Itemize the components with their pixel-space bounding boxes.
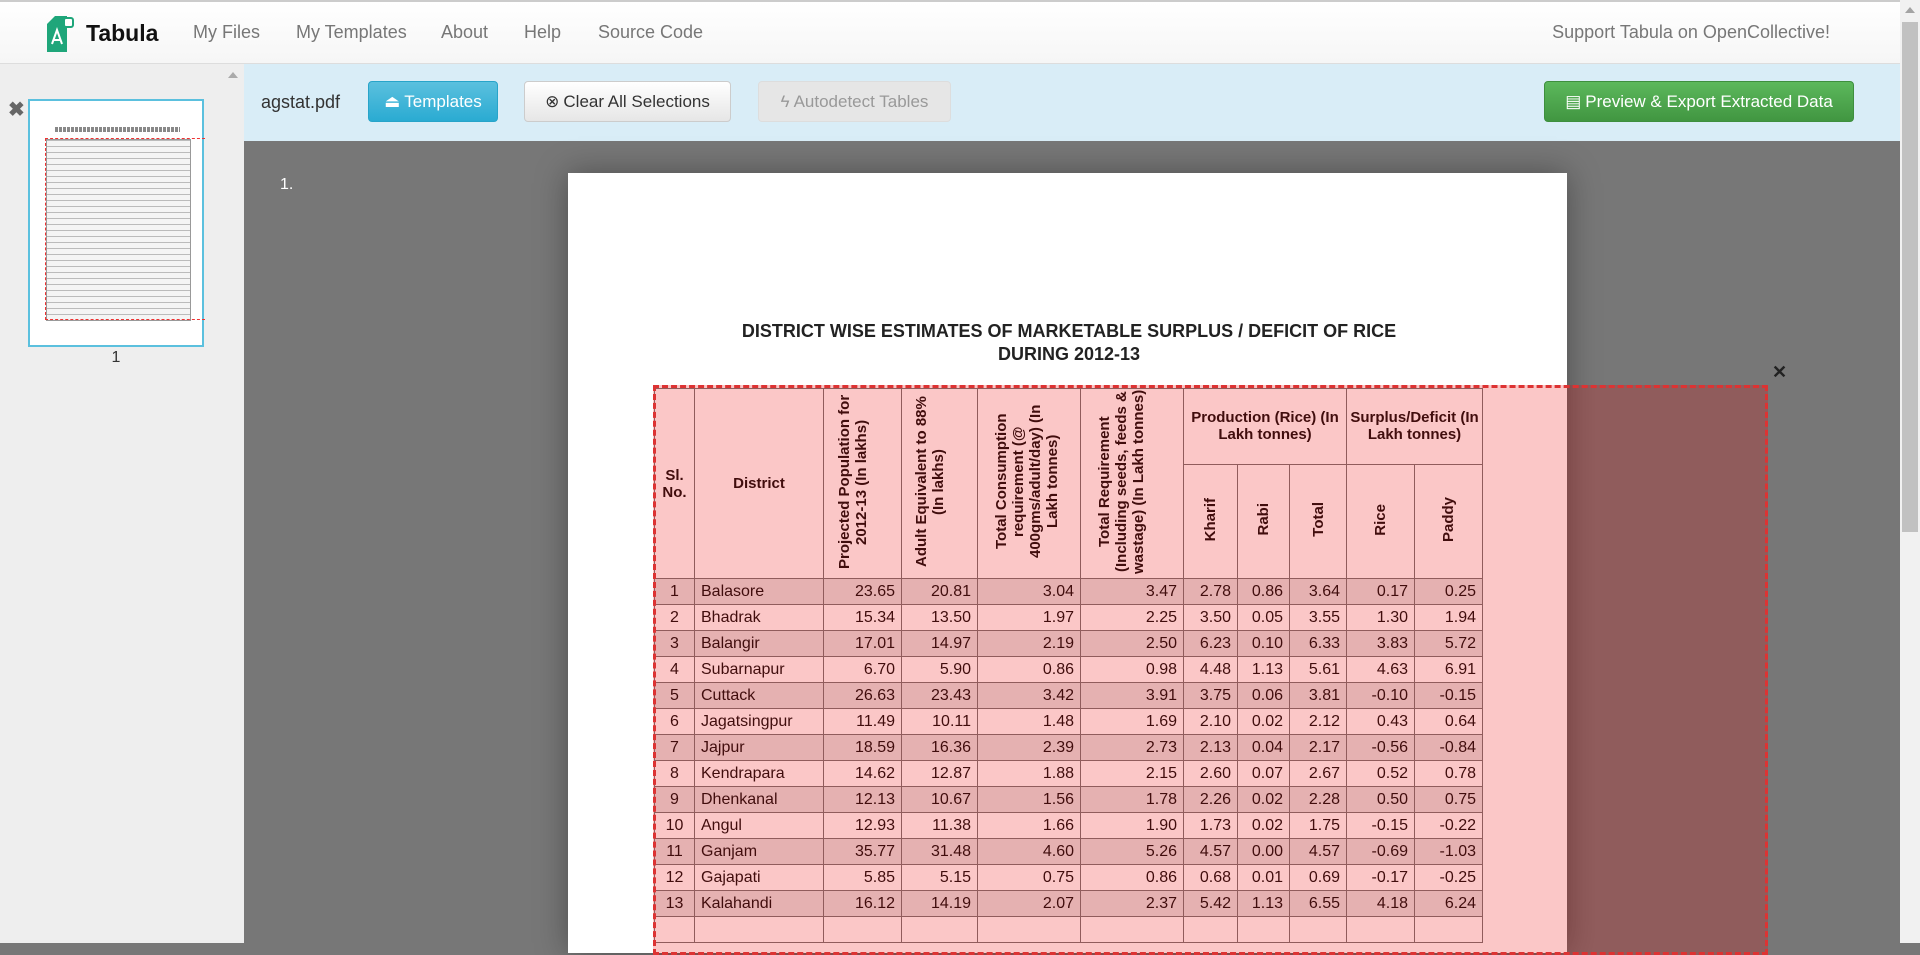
table-cell: -0.25 — [1415, 865, 1483, 891]
table-cell: -1.03 — [1415, 839, 1483, 865]
table-cell: Cuttack — [695, 683, 824, 709]
table-cell: 3.47 — [1081, 579, 1184, 605]
table-cell: 6.91 — [1415, 657, 1483, 683]
templates-label: Templates — [404, 91, 482, 111]
nav-source-code[interactable]: Source Code — [598, 22, 704, 42]
table-cell: 16.12 — [824, 891, 902, 917]
table-cell: -0.22 — [1415, 813, 1483, 839]
table-cell: 1.56 — [978, 787, 1081, 813]
table-cell: 0.52 — [1347, 761, 1415, 787]
table-cell: 1.90 — [1081, 813, 1184, 839]
table-cell: 3.91 — [1081, 683, 1184, 709]
header-production: Production (Rice) (In Lakh tonnes) — [1184, 389, 1347, 465]
table-cell: 0.86 — [978, 657, 1081, 683]
table-cell: 2.37 — [1081, 891, 1184, 917]
templates-icon: ⏏ — [384, 91, 401, 111]
nav-help[interactable]: Help — [524, 22, 562, 42]
table-cell: 2.67 — [1290, 761, 1347, 787]
table-cell: 5.72 — [1415, 631, 1483, 657]
table-cell: 2.25 — [1081, 605, 1184, 631]
table-cell: 12.13 — [824, 787, 902, 813]
table-cell: Jagatsingpur — [695, 709, 824, 735]
table-cell: Kendrapara — [695, 761, 824, 787]
table-cell: 12 — [655, 865, 695, 891]
table-selection-area[interactable] — [653, 385, 1768, 955]
table-cell: 2.73 — [1081, 735, 1184, 761]
table-cell: 4.57 — [1184, 839, 1238, 865]
thumbnail-page-label: 1 — [111, 349, 121, 366]
table-cell: 6.23 — [1184, 631, 1238, 657]
table-cell: Bhadrak — [695, 605, 824, 631]
table-cell: Jajpur — [695, 735, 824, 761]
nav-my-templates[interactable]: My Templates — [296, 22, 407, 42]
table-cell: 17.01 — [824, 631, 902, 657]
filename: agstat.pdf — [261, 92, 341, 112]
thumbnail-selection — [45, 138, 205, 320]
table-cell: 0.01 — [1238, 865, 1290, 891]
table-cell: 1.73 — [1184, 813, 1238, 839]
table-cell: 2.19 — [978, 631, 1081, 657]
table-cell: 2.50 — [1081, 631, 1184, 657]
brand-name[interactable]: Tabula — [86, 20, 159, 46]
table-cell: 0.43 — [1347, 709, 1415, 735]
clear-all-selections-button[interactable] — [524, 81, 731, 122]
table-cell: 14.97 — [902, 631, 978, 657]
table-cell: 0.75 — [1415, 787, 1483, 813]
table-cell: 2.17 — [1290, 735, 1347, 761]
nav-my-files[interactable]: My Files — [193, 22, 260, 42]
preview-export-button[interactable] — [1544, 81, 1854, 122]
header-requirement: Total Requirement (Including seeds, feeds & wastage) (In Lakh tonnes) — [1081, 389, 1184, 579]
table-cell: Dhenkanal — [695, 787, 824, 813]
table-cell: 3.75 — [1184, 683, 1238, 709]
table-cell: 6.55 — [1290, 891, 1347, 917]
page-number: 1. — [280, 176, 294, 193]
table-cell: 0.06 — [1238, 683, 1290, 709]
table-cell: 2.28 — [1290, 787, 1347, 813]
table-cell: 2.15 — [1081, 761, 1184, 787]
table-cell: 5.85 — [824, 865, 902, 891]
navbar — [0, 0, 1900, 64]
toolbar — [244, 64, 1900, 141]
table-cell: 9 — [655, 787, 695, 813]
page-thumbnail[interactable] — [28, 99, 204, 347]
table-cell: 6 — [655, 709, 695, 735]
pdf-title-line1: DISTRICT WISE ESTIMATES OF MARKETABLE SURPLUS / DEFICIT OF RICE — [741, 321, 1397, 341]
table-cell: 5.42 — [1184, 891, 1238, 917]
table-cell: 10 — [655, 813, 695, 839]
table-cell: Subarnapur — [695, 657, 824, 683]
header-total: Total — [1290, 464, 1347, 578]
table-cell: -0.10 — [1347, 683, 1415, 709]
table-cell: 1.13 — [1238, 657, 1290, 683]
table-cell: 1.69 — [1081, 709, 1184, 735]
table-cell: 2.13 — [1184, 735, 1238, 761]
circle-x-icon: ⊗ — [545, 91, 560, 111]
table-cell: 0.69 — [1290, 865, 1347, 891]
table-cell: 2.26 — [1184, 787, 1238, 813]
table-cell: Gajapati — [695, 865, 824, 891]
table-cell: 15.34 — [824, 605, 902, 631]
pdf-title — [568, 320, 1570, 366]
scrollbar[interactable] — [1900, 0, 1920, 943]
table-cell: -0.15 — [1415, 683, 1483, 709]
table-cell: 0.02 — [1238, 787, 1290, 813]
table-cell: 0.25 — [1415, 579, 1483, 605]
table-cell: 10.67 — [902, 787, 978, 813]
table-cell: 6.24 — [1415, 891, 1483, 917]
table-cell: 1 — [655, 579, 695, 605]
header-consumption: Total Consumption requirement (@ 400gms/adult/day) (In Lakh tonnes) — [978, 389, 1081, 579]
table-cell: 2.12 — [1290, 709, 1347, 735]
table-cell: 0.04 — [1238, 735, 1290, 761]
table-cell: 1.66 — [978, 813, 1081, 839]
table-cell: 5 — [655, 683, 695, 709]
table-cell: 0.07 — [1238, 761, 1290, 787]
table-cell: 0.17 — [1347, 579, 1415, 605]
header-district: District — [695, 389, 824, 579]
table-cell: 4.48 — [1184, 657, 1238, 683]
table-cell: 1.48 — [978, 709, 1081, 735]
table-cell: 1.13 — [1238, 891, 1290, 917]
table-cell: 0.02 — [1238, 813, 1290, 839]
templates-button[interactable] — [368, 81, 498, 122]
table-cell: 0.98 — [1081, 657, 1184, 683]
table-cell: 5.26 — [1081, 839, 1184, 865]
table-cell: 2 — [655, 605, 695, 631]
table-cell: Kalahandi — [695, 891, 824, 917]
table-cell: 13 — [655, 891, 695, 917]
table-cell: 14.62 — [824, 761, 902, 787]
table-cell: 13.50 — [902, 605, 978, 631]
table-cell: 5.61 — [1290, 657, 1347, 683]
header-rice: Rice — [1347, 464, 1415, 578]
scroll-up-icon[interactable] — [1905, 7, 1915, 13]
table-cell: 3.42 — [978, 683, 1081, 709]
table-cell: 0.68 — [1184, 865, 1238, 891]
table-cell: Balangir — [695, 631, 824, 657]
table-cell: 1.94 — [1415, 605, 1483, 631]
header-surplus: Surplus/Deficit (In Lakh tonnes) — [1347, 389, 1483, 465]
table-cell: 16.36 — [902, 735, 978, 761]
table-cell: 14.19 — [902, 891, 978, 917]
table-cell: 20.81 — [902, 579, 978, 605]
table-cell: 1.97 — [978, 605, 1081, 631]
header-paddy: Paddy — [1415, 464, 1483, 578]
table-cell: 11.49 — [824, 709, 902, 735]
table-cell: -0.69 — [1347, 839, 1415, 865]
table-cell: 23.65 — [824, 579, 902, 605]
table-cell: 0.86 — [1238, 579, 1290, 605]
table-cell: 1.30 — [1347, 605, 1415, 631]
table-cell: 10.11 — [902, 709, 978, 735]
table-cell: -0.17 — [1347, 865, 1415, 891]
thumbnail-title — [55, 127, 180, 132]
header-kharif: Kharif — [1184, 464, 1238, 578]
table-cell: 0.00 — [1238, 839, 1290, 865]
table-cell: 4.60 — [978, 839, 1081, 865]
table-cell: 3 — [655, 631, 695, 657]
table-cell: 18.59 — [824, 735, 902, 761]
table-cell: 2.39 — [978, 735, 1081, 761]
table-cell: 3.81 — [1290, 683, 1347, 709]
table-cell: 4.18 — [1347, 891, 1415, 917]
table-cell: 0.75 — [978, 865, 1081, 891]
pdf-title-line2: DURING 2012-13 — [997, 344, 1141, 364]
list-icon: ▤ — [1565, 91, 1582, 111]
nav-support-link[interactable]: Support Tabula on OpenCollective! — [1552, 22, 1830, 42]
table-cell: 0.86 — [1081, 865, 1184, 891]
table-cell: 23.43 — [902, 683, 978, 709]
table-cell: 2.78 — [1184, 579, 1238, 605]
table-cell: 26.63 — [824, 683, 902, 709]
table-cell: 3.04 — [978, 579, 1081, 605]
table-cell: 5.90 — [902, 657, 978, 683]
page-thumbnail-sidebar — [0, 64, 244, 943]
table-cell: 11 — [655, 839, 695, 865]
table-cell: 0.02 — [1238, 709, 1290, 735]
table-cell: 35.77 — [824, 839, 902, 865]
table-cell: 3.64 — [1290, 579, 1347, 605]
table-cell: 7 — [655, 735, 695, 761]
header-rabi: Rabi — [1238, 464, 1290, 578]
autodetect-label: Autodetect Tables — [793, 91, 929, 111]
table-cell: 1.88 — [978, 761, 1081, 787]
table-cell: 11.38 — [902, 813, 978, 839]
table-cell: 2.10 — [1184, 709, 1238, 735]
table-cell: 3.50 — [1184, 605, 1238, 631]
table-cell: 12.93 — [824, 813, 902, 839]
table-cell: 4 — [655, 657, 695, 683]
table-cell: 4.63 — [1347, 657, 1415, 683]
table-cell: Angul — [695, 813, 824, 839]
table-cell: 2.07 — [978, 891, 1081, 917]
table-cell: Balasore — [695, 579, 824, 605]
table-cell: -0.56 — [1347, 735, 1415, 761]
nav-about[interactable]: About — [441, 22, 489, 42]
table-cell: 1.75 — [1290, 813, 1347, 839]
table-cell: 4.57 — [1290, 839, 1347, 865]
table-cell: 0.64 — [1415, 709, 1483, 735]
table-cell: 12.87 — [902, 761, 978, 787]
table-cell: 6.70 — [824, 657, 902, 683]
table-cell: 31.48 — [902, 839, 978, 865]
table-cell: 3.55 — [1290, 605, 1347, 631]
table-cell: 8 — [655, 761, 695, 787]
table-cell: -0.84 — [1415, 735, 1483, 761]
tabula-logo-icon[interactable] — [47, 16, 75, 52]
table-cell: 5.15 — [902, 865, 978, 891]
header-adult: Adult Equivalent to 88% (In lakhs) — [902, 389, 978, 579]
table-cell: 3.83 — [1347, 631, 1415, 657]
autodetect-tables-button[interactable] — [758, 81, 951, 122]
close-icon[interactable]: ✖ — [8, 99, 25, 121]
table-cell: 0.05 — [1238, 605, 1290, 631]
table-cell: 6.33 — [1290, 631, 1347, 657]
table-cell: 2.60 — [1184, 761, 1238, 787]
table-cell: -0.15 — [1347, 813, 1415, 839]
preview-label: Preview & Export Extracted Data — [1585, 91, 1833, 111]
clear-label: Clear All Selections — [563, 91, 710, 111]
table-cell: 0.50 — [1347, 787, 1415, 813]
close-selection-icon[interactable]: ✕ — [1772, 362, 1788, 382]
table-cell: Ganjam — [695, 839, 824, 865]
scrollbar-thumb[interactable] — [1902, 22, 1918, 532]
header-sl-no: Sl. No. — [655, 389, 695, 579]
table-cell: 0.78 — [1415, 761, 1483, 787]
lightning-icon: ϟ — [780, 91, 790, 111]
table-cell: 1.78 — [1081, 787, 1184, 813]
header-population: Projected Population for 2012-13 (In lakhs) — [824, 389, 902, 579]
sidebar-scroll-up-icon[interactable] — [228, 72, 238, 78]
table-cell: 0.10 — [1238, 631, 1290, 657]
